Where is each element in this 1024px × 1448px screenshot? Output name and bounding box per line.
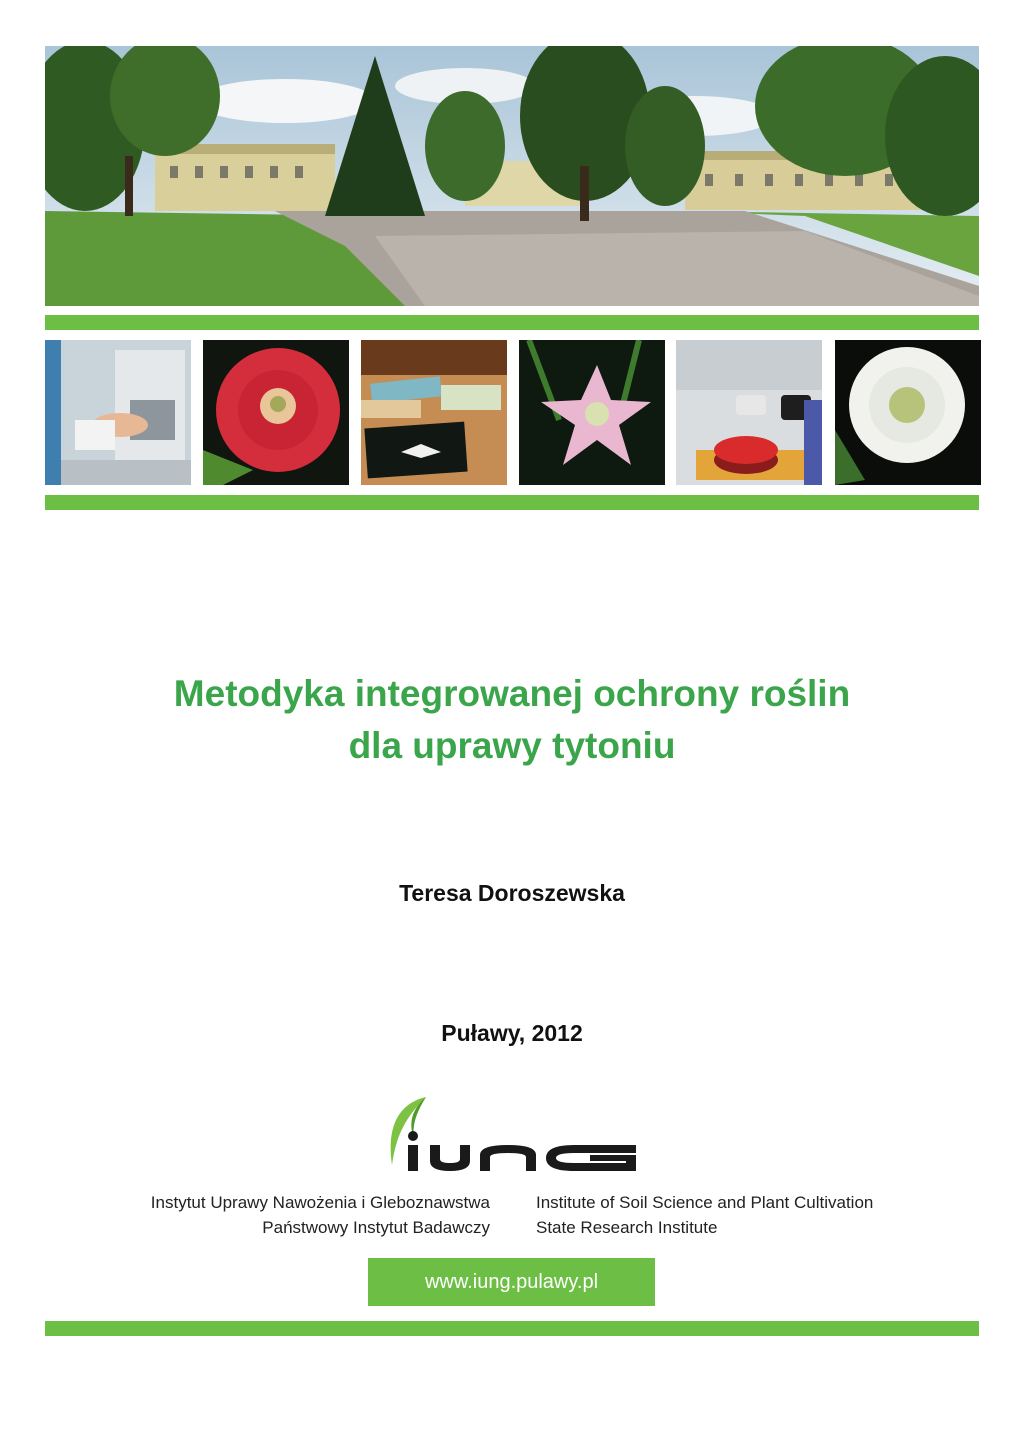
top-divider-bar [45,315,979,330]
institute-name-english [536,1190,966,1240]
hero-campus-photo [45,46,979,306]
bottom-divider-bar [45,1321,979,1336]
thumb-pink-tobacco-flower [519,340,665,485]
institute-en-line-2: State Research Institute [536,1218,718,1237]
website-link[interactable]: www.iung.pulawy.pl [368,1258,655,1306]
institute-pl-line-1: Instytut Uprawy Nawożenia i Gleboznawstwa [150,1193,490,1212]
middle-divider-bar [45,495,979,510]
thumb-laboratory-equipment [45,340,191,485]
thumb-white-tobacco-flower [835,340,981,485]
institute-name-polish [60,1190,490,1240]
thumb-red-tobacco-flower [203,340,349,485]
author-name: Teresa Doroszewska [399,880,625,906]
institute-en-line-1: Institute of Soil Science and Plant Cultivation [536,1193,874,1212]
publication-place-year: Puławy, 2012 [441,1020,583,1046]
document-title [0,668,1024,772]
title-line-2: dla uprawy tytoniu [348,725,676,766]
thumb-control-panel-button [676,340,822,485]
iung-logo [378,1095,643,1180]
title-line-1: Metodyka integrowanej ochrony roślin [173,673,851,714]
institute-pl-line-2: Państwowy Instytut Badawczy [262,1218,490,1237]
thumb-books-on-table [361,340,507,485]
